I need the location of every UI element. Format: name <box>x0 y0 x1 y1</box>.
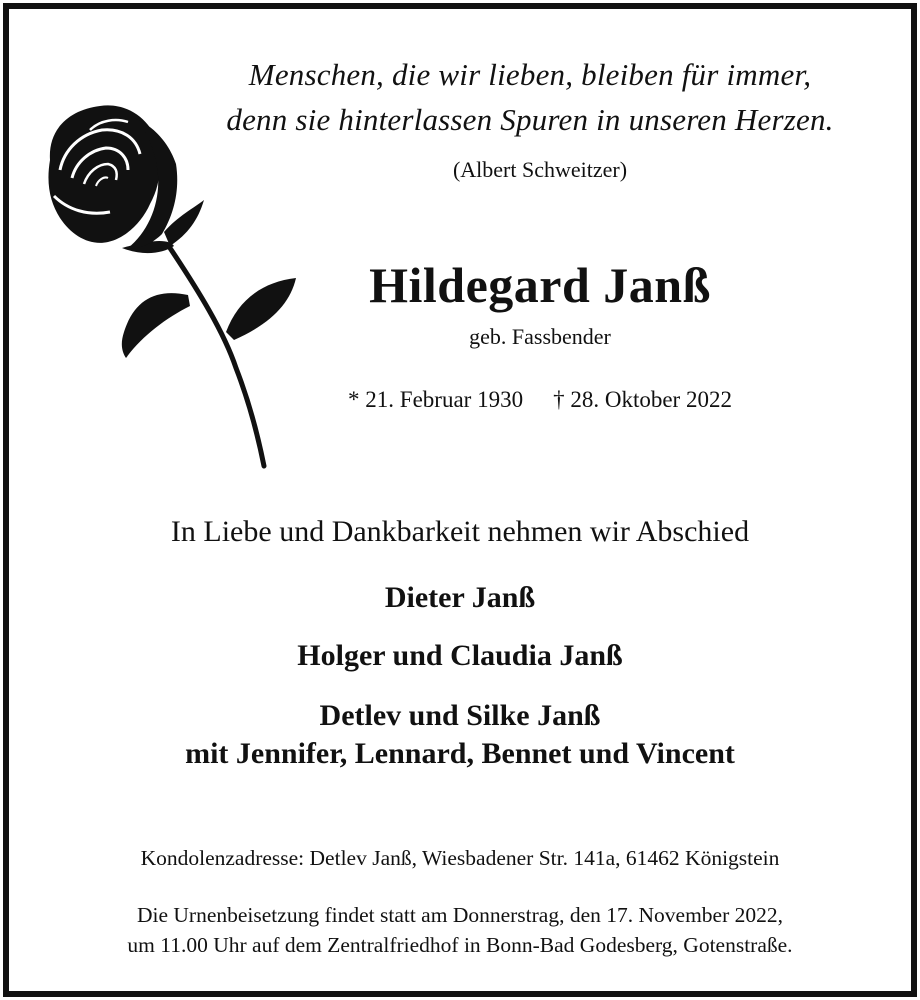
quote-author: (Albert Schweitzer) <box>452 157 628 182</box>
quote-line: denn sie hinterlassen Spuren in unseren Herzen. <box>226 102 834 137</box>
mourner-name: mit Jennifer, Lennard, Bennet und Vincent <box>185 737 735 770</box>
condolence-address: Kondolenzadresse: Detlev Janß, Wiesbadener Str. 141a, 61462 Königstein <box>140 846 780 870</box>
birth-date: * 21. Februar 1930 <box>348 387 524 412</box>
quote <box>180 52 880 142</box>
mourner-name: Detlev und Silke Janß <box>319 699 601 732</box>
burial-info-line: Die Urnenbeisetzung findet statt am Donnerstrag, den 17. November 2022, <box>136 903 784 927</box>
rose-icon <box>38 100 308 470</box>
birth-name: geb. Fassbender <box>469 324 611 349</box>
farewell-text: In Liebe und Dankbarkeit nehmen wir Abschied <box>170 515 750 548</box>
burial-info-line: um 11.00 Uhr auf dem Zentralfriedhof in Bonn-Bad Godesberg, Gotenstraße. <box>127 933 793 957</box>
life-dates <box>280 384 800 416</box>
mourner-name: Holger und Claudia Janß <box>297 639 623 672</box>
quote-line: Menschen, die wir lieben, bleiben für immer, <box>248 57 812 92</box>
mourner-name: Dieter Janß <box>384 581 536 614</box>
deceased-name: Hildegard Janß <box>369 257 711 313</box>
death-date: † 28. Oktober 2022 <box>553 387 732 412</box>
